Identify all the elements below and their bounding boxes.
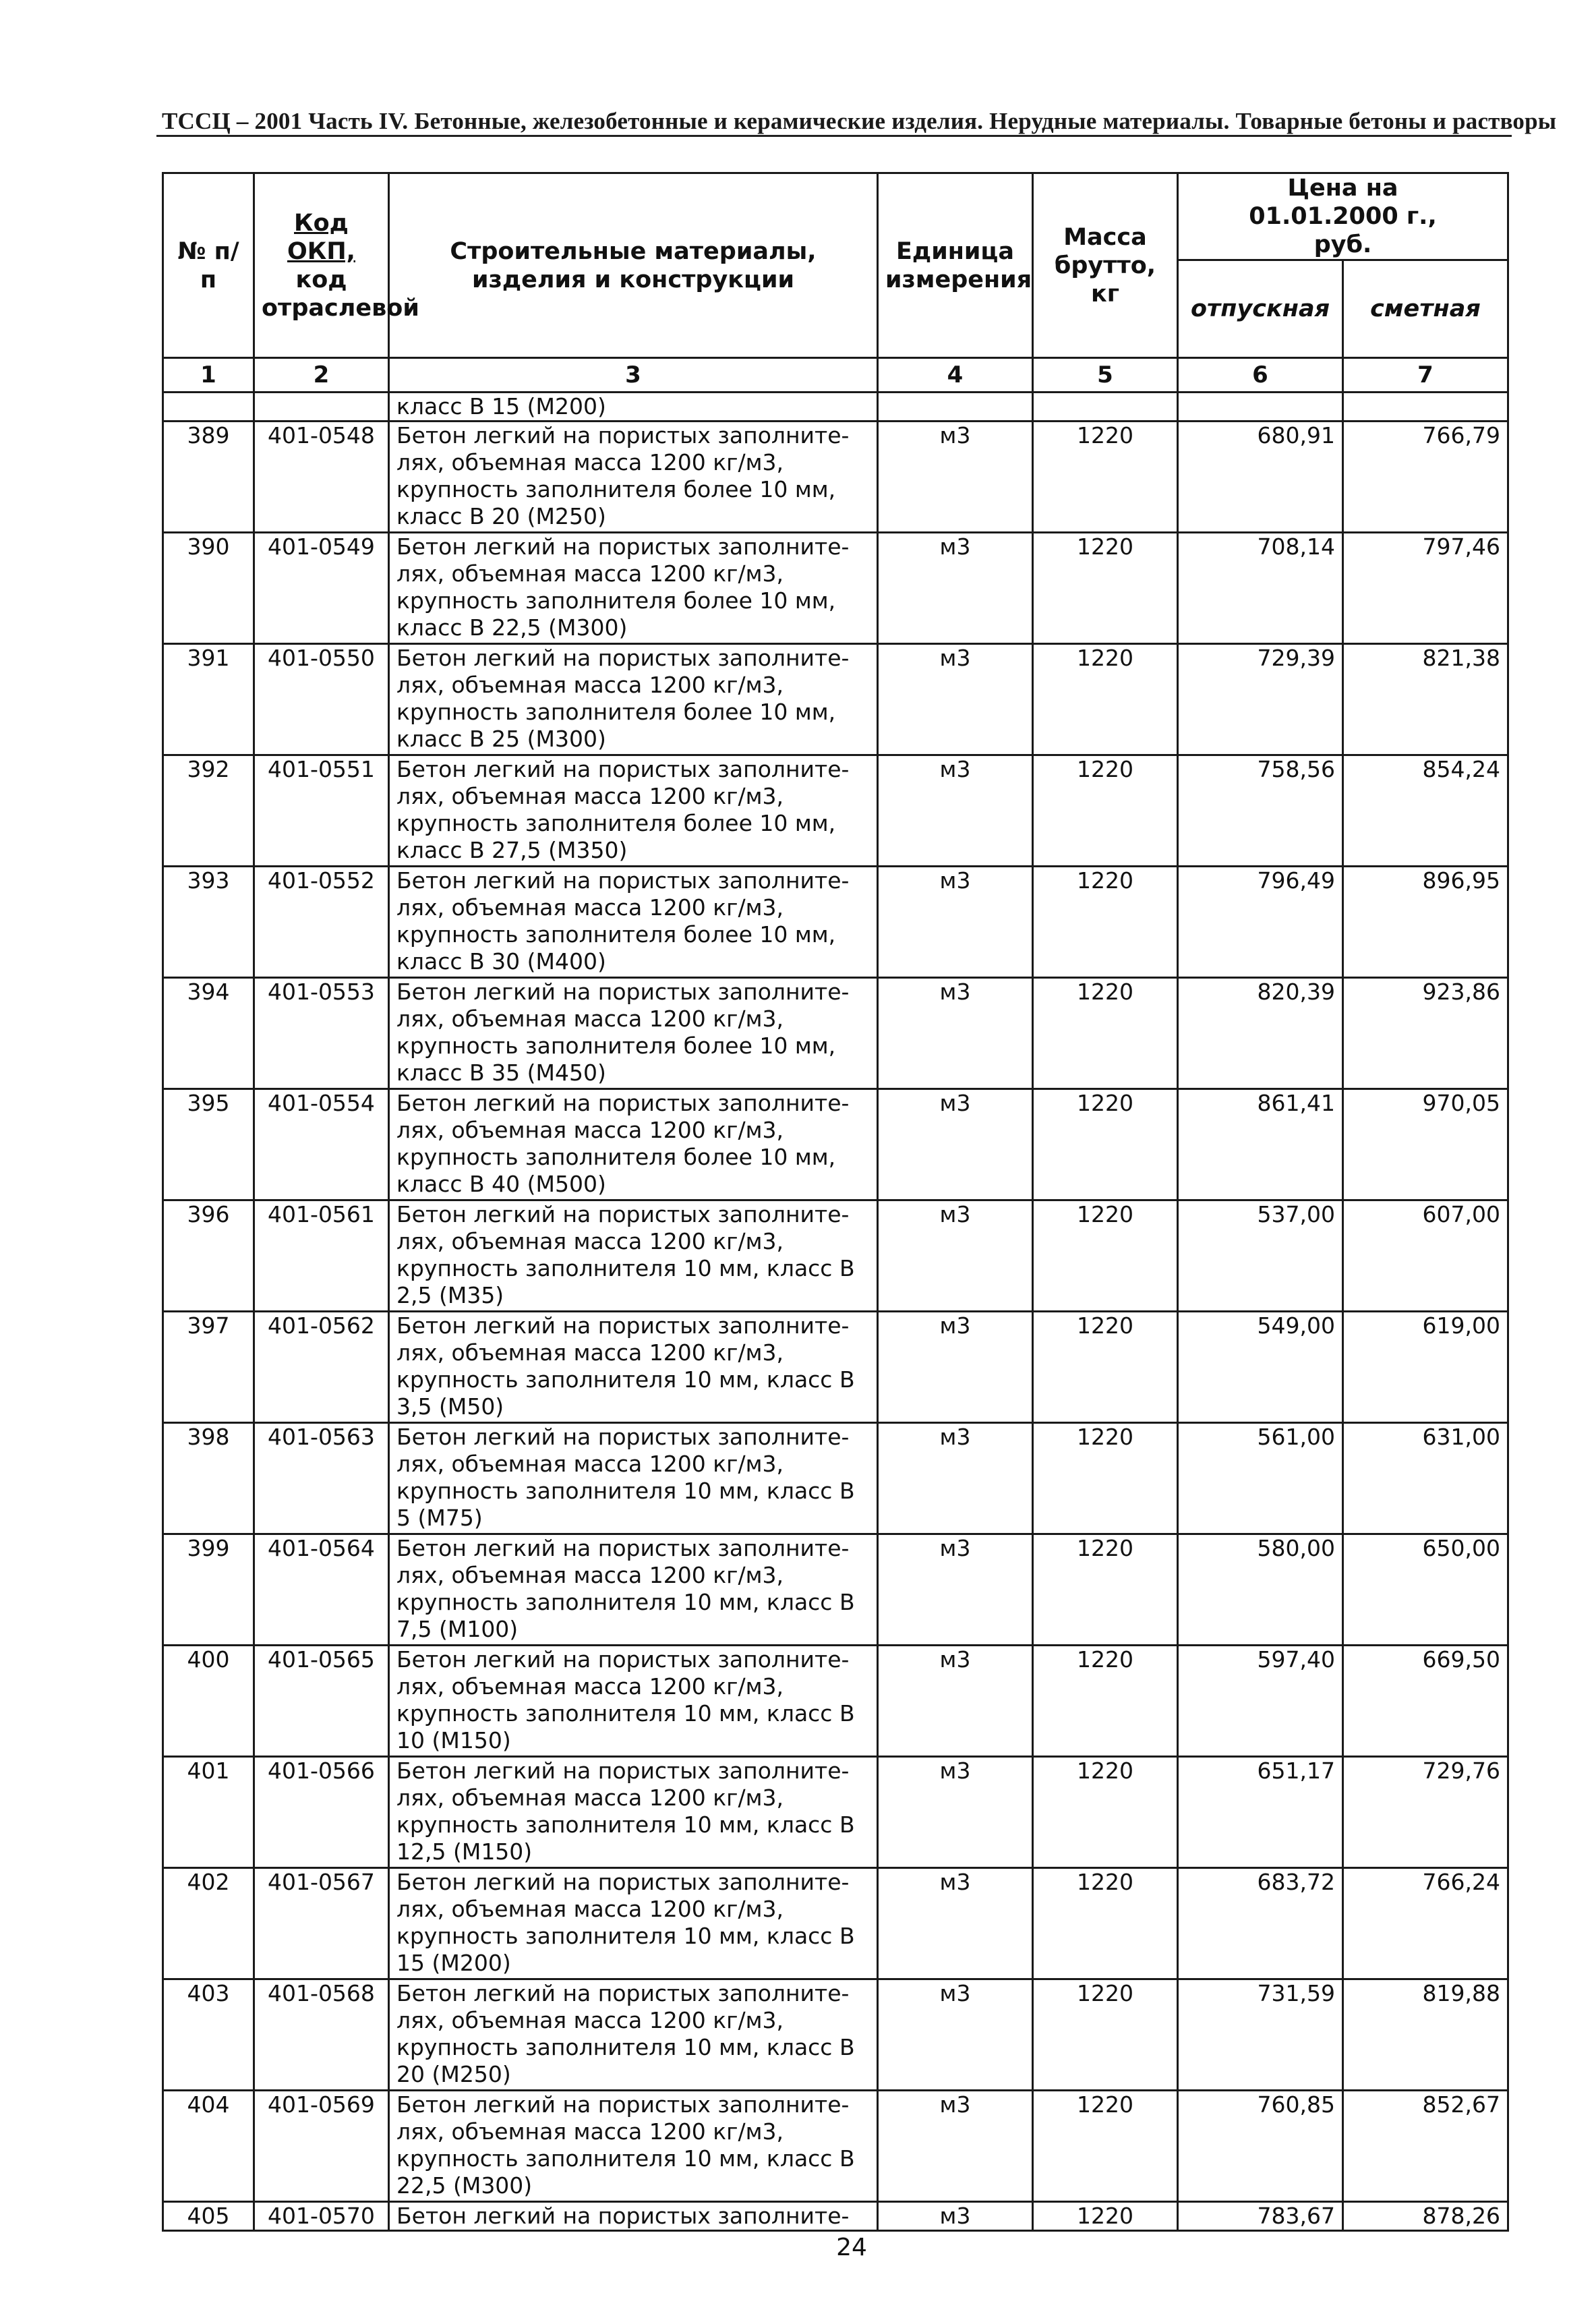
- row-code: 401-0563: [254, 1423, 389, 1534]
- header-code-branch: код отраслевой: [262, 266, 419, 322]
- row-mass: 1220: [1033, 1757, 1178, 1868]
- column-number: 1: [163, 358, 254, 393]
- row-code: 401-0569: [254, 2091, 389, 2202]
- header-code-okp: Код ОКП,: [287, 209, 355, 265]
- row-number: 399: [163, 1534, 254, 1646]
- row-unit: м3: [878, 1534, 1033, 1646]
- row-price-release: 708,14: [1178, 533, 1343, 644]
- table-row: [163, 755, 1508, 867]
- row-price-estimate: 970,05: [1343, 1089, 1508, 1200]
- column-number: 3: [389, 358, 878, 393]
- table-row: [163, 1089, 1508, 1200]
- column-number: 2: [254, 358, 389, 393]
- row-price-estimate: 766,79: [1343, 422, 1508, 533]
- row-price-estimate: 821,38: [1343, 644, 1508, 755]
- table-row: [163, 1423, 1508, 1534]
- row-description: Бетон легкий на пористых заполните- лях, объемная масса 1200 кг/м3, крупность заполнителя более 10 мм, класс В 35 (М450): [389, 978, 878, 1089]
- header-price-group: Цена на 01.01.2000 г., руб.: [1178, 173, 1508, 260]
- row-number: 397: [163, 1312, 254, 1423]
- header-price-release: отпускная: [1178, 260, 1343, 358]
- row-number: 400: [163, 1646, 254, 1757]
- row-price-estimate: 923,86: [1343, 978, 1508, 1089]
- row-unit: м3: [878, 1979, 1033, 2091]
- header-num: № п/п: [163, 173, 254, 358]
- continuation-text: класс В 15 (М200): [389, 393, 878, 422]
- row-unit: м3: [878, 1646, 1033, 1757]
- row-unit: м3: [878, 1312, 1033, 1423]
- row-price-release: 796,49: [1178, 867, 1343, 978]
- row-description: Бетон легкий на пористых заполните- лях, объемная масса 1200 кг/м3, крупность заполнителя 10 мм, класс В 2,5 (М35): [389, 1200, 878, 1312]
- row-mass: 1220: [1033, 978, 1178, 1089]
- table-row: [163, 1979, 1508, 2091]
- row-price-estimate: 631,00: [1343, 1423, 1508, 1534]
- row-price-estimate: 729,76: [1343, 1757, 1508, 1868]
- page-number: 24: [836, 2234, 867, 2261]
- table-row: [163, 1200, 1508, 1312]
- row-price-release: 680,91: [1178, 422, 1343, 533]
- continuation-row: [163, 393, 1508, 422]
- row-code: 401-0561: [254, 1200, 389, 1312]
- row-description: Бетон легкий на пористых заполните- лях, объемная масса 1200 кг/м3, крупность заполнителя 10 мм, класс В 3,5 (М50): [389, 1312, 878, 1423]
- row-mass: 1220: [1033, 1646, 1178, 1757]
- row-price-release: 651,17: [1178, 1757, 1343, 1868]
- header-code: [254, 173, 419, 358]
- row-description: Бетон легкий на пористых заполните-: [389, 2202, 878, 2231]
- row-code: 401-0552: [254, 867, 389, 978]
- row-description: Бетон легкий на пористых заполните- лях, объемная масса 1200 кг/м3, крупность заполнителя 10 мм, класс В 22,5 (М300): [389, 2091, 878, 2202]
- row-description: Бетон легкий на пористых заполните- лях, объемная масса 1200 кг/м3, крупность заполнителя 10 мм, класс В 7,5 (М100): [389, 1534, 878, 1646]
- row-unit: м3: [878, 1757, 1033, 1868]
- row-code: 401-0562: [254, 1312, 389, 1423]
- materials-price-table: [162, 172, 1509, 2232]
- row-price-release: 729,39: [1178, 644, 1343, 755]
- row-price-release: 861,41: [1178, 1089, 1343, 1200]
- row-code: 401-0565: [254, 1646, 389, 1757]
- row-description: Бетон легкий на пористых заполните- лях, объемная масса 1200 кг/м3, крупность заполнителя 10 мм, класс В 10 (М150): [389, 1646, 878, 1757]
- row-description: Бетон легкий на пористых заполните- лях, объемная масса 1200 кг/м3, крупность заполнителя 10 мм, класс В 15 (М200): [389, 1868, 878, 1979]
- table-row: [163, 1312, 1508, 1423]
- row-price-estimate: 878,26: [1343, 2202, 1508, 2231]
- row-unit: м3: [878, 2091, 1033, 2202]
- row-price-estimate: 766,24: [1343, 1868, 1508, 1979]
- row-price-release: 731,59: [1178, 1979, 1343, 2091]
- row-code: 401-0566: [254, 1757, 389, 1868]
- row-mass: 1220: [1033, 533, 1178, 644]
- row-code: 401-0548: [254, 422, 389, 533]
- table-row: [163, 867, 1508, 978]
- row-mass: 1220: [1033, 1979, 1178, 2091]
- row-price-estimate: 854,24: [1343, 755, 1508, 867]
- row-mass: 1220: [1033, 644, 1178, 755]
- row-mass: 1220: [1033, 1312, 1178, 1423]
- table-row: [163, 644, 1508, 755]
- row-mass: 1220: [1033, 2091, 1178, 2202]
- row-price-estimate: 669,50: [1343, 1646, 1508, 1757]
- column-number: 4: [878, 358, 1033, 393]
- row-mass: 1220: [1033, 867, 1178, 978]
- row-price-release: 580,00: [1178, 1534, 1343, 1646]
- row-number: 402: [163, 1868, 254, 1979]
- row-number: 389: [163, 422, 254, 533]
- row-price-estimate: 607,00: [1343, 1200, 1508, 1312]
- row-price-release: 783,67: [1178, 2202, 1343, 2231]
- row-mass: 1220: [1033, 422, 1178, 533]
- row-mass: 1220: [1033, 755, 1178, 867]
- row-price-release: 683,72: [1178, 1868, 1343, 1979]
- row-mass: 1220: [1033, 1868, 1178, 1979]
- column-number-row: [163, 358, 1508, 393]
- row-price-estimate: 650,00: [1343, 1534, 1508, 1646]
- row-mass: 1220: [1033, 1423, 1178, 1534]
- header-rule: [156, 135, 1512, 137]
- column-number: 5: [1033, 358, 1178, 393]
- row-number: 391: [163, 644, 254, 755]
- row-unit: м3: [878, 1423, 1033, 1534]
- column-number: 6: [1178, 358, 1343, 393]
- row-price-release: 760,85: [1178, 2091, 1343, 2202]
- row-number: 398: [163, 1423, 254, 1534]
- page-header: ТССЦ – 2001 Часть IV. Бетонные, железобетонные и керамические изделия. Нерудные материалы. Товарные бетоны и растворы: [162, 108, 1557, 134]
- table-row: [163, 1868, 1508, 1979]
- table-row: [163, 978, 1508, 1089]
- row-number: 392: [163, 755, 254, 867]
- row-unit: м3: [878, 1868, 1033, 1979]
- row-unit: м3: [878, 978, 1033, 1089]
- row-unit: м3: [878, 1089, 1033, 1200]
- row-code: 401-0570: [254, 2202, 389, 2231]
- table-row: [163, 1757, 1508, 1868]
- row-price-estimate: 797,46: [1343, 533, 1508, 644]
- row-number: 403: [163, 1979, 254, 2091]
- row-code: 401-0553: [254, 978, 389, 1089]
- row-code: 401-0549: [254, 533, 389, 644]
- row-mass: 1220: [1033, 1089, 1178, 1200]
- table-row: [163, 1534, 1508, 1646]
- table-row: [163, 1646, 1508, 1757]
- row-price-release: 561,00: [1178, 1423, 1343, 1534]
- row-price-estimate: 619,00: [1343, 1312, 1508, 1423]
- row-number: 405: [163, 2202, 254, 2231]
- row-price-release: 537,00: [1178, 1200, 1343, 1312]
- row-description: Бетон легкий на пористых заполните- лях, объемная масса 1200 кг/м3, крупность заполнителя более 10 мм, класс В 22,5 (М300): [389, 533, 878, 644]
- row-number: 390: [163, 533, 254, 644]
- row-number: 393: [163, 867, 254, 978]
- row-price-release: 597,40: [1178, 1646, 1343, 1757]
- row-code: 401-0551: [254, 755, 389, 867]
- table-row: [163, 2091, 1508, 2202]
- row-description: Бетон легкий на пористых заполните- лях, объемная масса 1200 кг/м3, крупность заполнителя 10 мм, класс В 20 (М250): [389, 1979, 878, 2091]
- row-unit: м3: [878, 422, 1033, 533]
- row-code: 401-0564: [254, 1534, 389, 1646]
- row-price-release: 549,00: [1178, 1312, 1343, 1423]
- table-row: [163, 533, 1508, 644]
- row-number: 401: [163, 1757, 254, 1868]
- row-description: Бетон легкий на пористых заполните- лях, объемная масса 1200 кг/м3, крупность заполнителя более 10 мм, класс В 40 (М500): [389, 1089, 878, 1200]
- row-number: 394: [163, 978, 254, 1089]
- row-description: Бетон легкий на пористых заполните- лях, объемная масса 1200 кг/м3, крупность заполнителя 10 мм, класс В 12,5 (М150): [389, 1757, 878, 1868]
- row-unit: м3: [878, 2202, 1033, 2231]
- row-unit: м3: [878, 1200, 1033, 1312]
- column-number: 7: [1343, 358, 1508, 393]
- row-mass: 1220: [1033, 2202, 1178, 2231]
- row-number: 395: [163, 1089, 254, 1200]
- row-number: 396: [163, 1200, 254, 1312]
- row-code: 401-0567: [254, 1868, 389, 1979]
- table-row: [163, 422, 1508, 533]
- row-code: 401-0550: [254, 644, 389, 755]
- table-row: [163, 2202, 1508, 2231]
- row-description: Бетон легкий на пористых заполните- лях, объемная масса 1200 кг/м3, крупность заполнителя более 10 мм, класс В 30 (М400): [389, 867, 878, 978]
- header-unit: Единица измерения: [878, 173, 1033, 358]
- row-unit: м3: [878, 644, 1033, 755]
- row-price-estimate: 819,88: [1343, 1979, 1508, 2091]
- row-code: 401-0568: [254, 1979, 389, 2091]
- header-material: Строительные материалы, изделия и конструкции: [389, 173, 878, 358]
- header-price-estimate: сметная: [1343, 260, 1508, 358]
- row-mass: 1220: [1033, 1200, 1178, 1312]
- row-unit: м3: [878, 533, 1033, 644]
- row-price-estimate: 852,67: [1343, 2091, 1508, 2202]
- row-mass: 1220: [1033, 1534, 1178, 1646]
- row-description: Бетон легкий на пористых заполните- лях, объемная масса 1200 кг/м3, крупность заполнителя более 10 мм, класс В 25 (М300): [389, 644, 878, 755]
- row-price-release: 820,39: [1178, 978, 1343, 1089]
- row-code: 401-0554: [254, 1089, 389, 1200]
- row-number: 404: [163, 2091, 254, 2202]
- row-unit: м3: [878, 867, 1033, 978]
- row-description: Бетон легкий на пористых заполните- лях, объемная масса 1200 кг/м3, крупность заполнителя 10 мм, класс В 5 (М75): [389, 1423, 878, 1534]
- row-price-release: 758,56: [1178, 755, 1343, 867]
- row-unit: м3: [878, 755, 1033, 867]
- header-mass: Масса брутто, кг: [1033, 173, 1178, 358]
- row-description: Бетон легкий на пористых заполните- лях, объемная масса 1200 кг/м3, крупность заполнителя более 10 мм, класс В 20 (М250): [389, 422, 878, 533]
- row-description: Бетон легкий на пористых заполните- лях, объемная масса 1200 кг/м3, крупность заполнителя более 10 мм, класс В 27,5 (М350): [389, 755, 878, 867]
- row-price-estimate: 896,95: [1343, 867, 1508, 978]
